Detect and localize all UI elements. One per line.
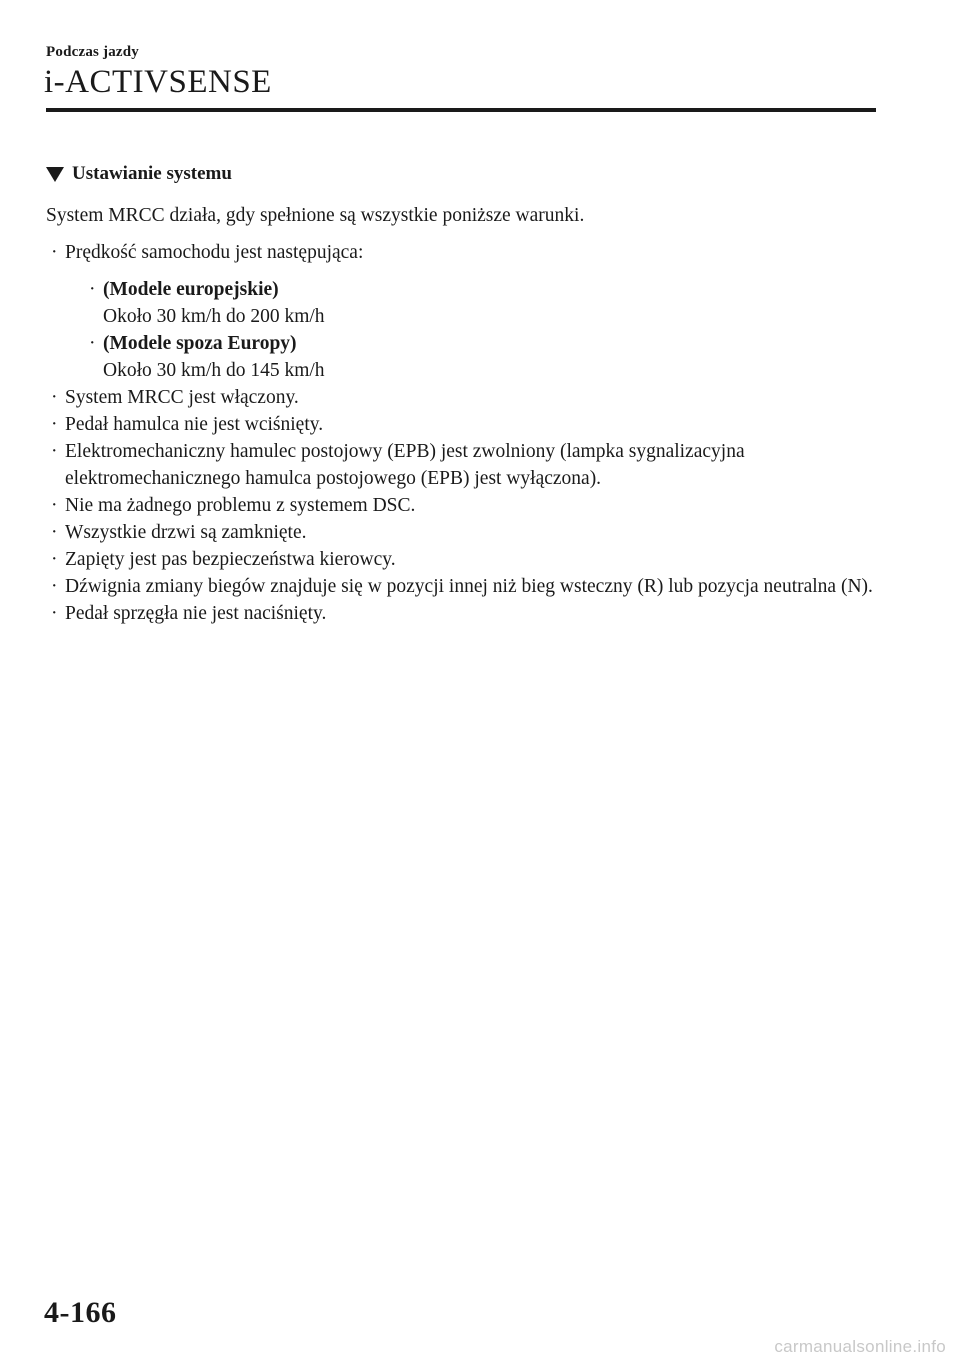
bullet-icon: · [89,279,96,300]
condition-text: Dźwignia zmiany biegów znajduje się w pozycji innej niż bieg wsteczny (R) lub pozycja neutralna (N). [65,576,873,597]
list-item [46,411,886,438]
speed-range-label: (Modele spoza Europy) [103,333,297,354]
speed-range-value: Około 30 km/h do 200 km/h [103,306,325,327]
list-item [46,438,886,492]
speed-condition-text: Prędkość samochodu jest następująca: [65,242,364,263]
conditions-list [46,239,886,627]
subheading [46,163,232,185]
bullet-icon: · [51,242,58,263]
speed-ranges-list [84,276,886,384]
condition-text: Pedał hamulca nie jest wciśnięty. [65,414,324,435]
condition-text: System MRCC jest włączony. [65,387,299,408]
bullet-icon: · [51,603,58,624]
triangle-down-icon [46,167,64,182]
condition-text: Nie ma żadnego problemu z systemem DSC. [65,495,416,516]
sub-list-item [84,330,886,384]
chapter-label: Podczas jazdy [46,44,140,60]
list-item [46,600,886,627]
condition-text: Wszystkie drzwi są zamknięte. [65,522,307,543]
intro-paragraph: System MRCC działa, gdy spełnione są wszystkie poniższe warunki. [46,205,585,226]
bullet-icon: · [51,522,58,543]
list-item [46,546,886,573]
sub-list-item [84,276,886,330]
bullet-icon: · [51,576,58,597]
list-item [46,492,886,519]
bullet-icon: · [51,414,58,435]
watermark: carmanualsonline.info [774,1337,946,1356]
speed-range-value: Około 30 km/h do 145 km/h [103,360,325,381]
section-title: i-ACTIVSENSE [44,64,272,100]
bullet-icon: · [51,387,58,408]
speed-range-label: (Modele europejskie) [103,279,279,300]
content [46,202,886,627]
list-item [46,384,886,411]
list-item [46,573,886,600]
list-item [46,239,886,384]
bullet-icon: · [51,441,58,462]
condition-text: Elektromechaniczny hamulec postojowy (EPB) jest zwolniony (lampka sygnalizacyjna elektromechanicznego hamulca postojowego (EPB) jest wyłączona). [65,441,745,489]
list-item [46,519,886,546]
condition-text: Pedał sprzęgła nie jest naciśnięty. [65,603,327,624]
page-number: 4-166 [44,1296,117,1329]
header-divider [46,108,876,112]
bullet-icon: · [51,549,58,570]
subheading-text: Ustawianie systemu [72,163,232,184]
condition-text: Zapięty jest pas bezpieczeństwa kierowcy. [65,549,396,570]
bullet-icon: · [51,495,58,516]
bullet-icon: · [89,333,96,354]
